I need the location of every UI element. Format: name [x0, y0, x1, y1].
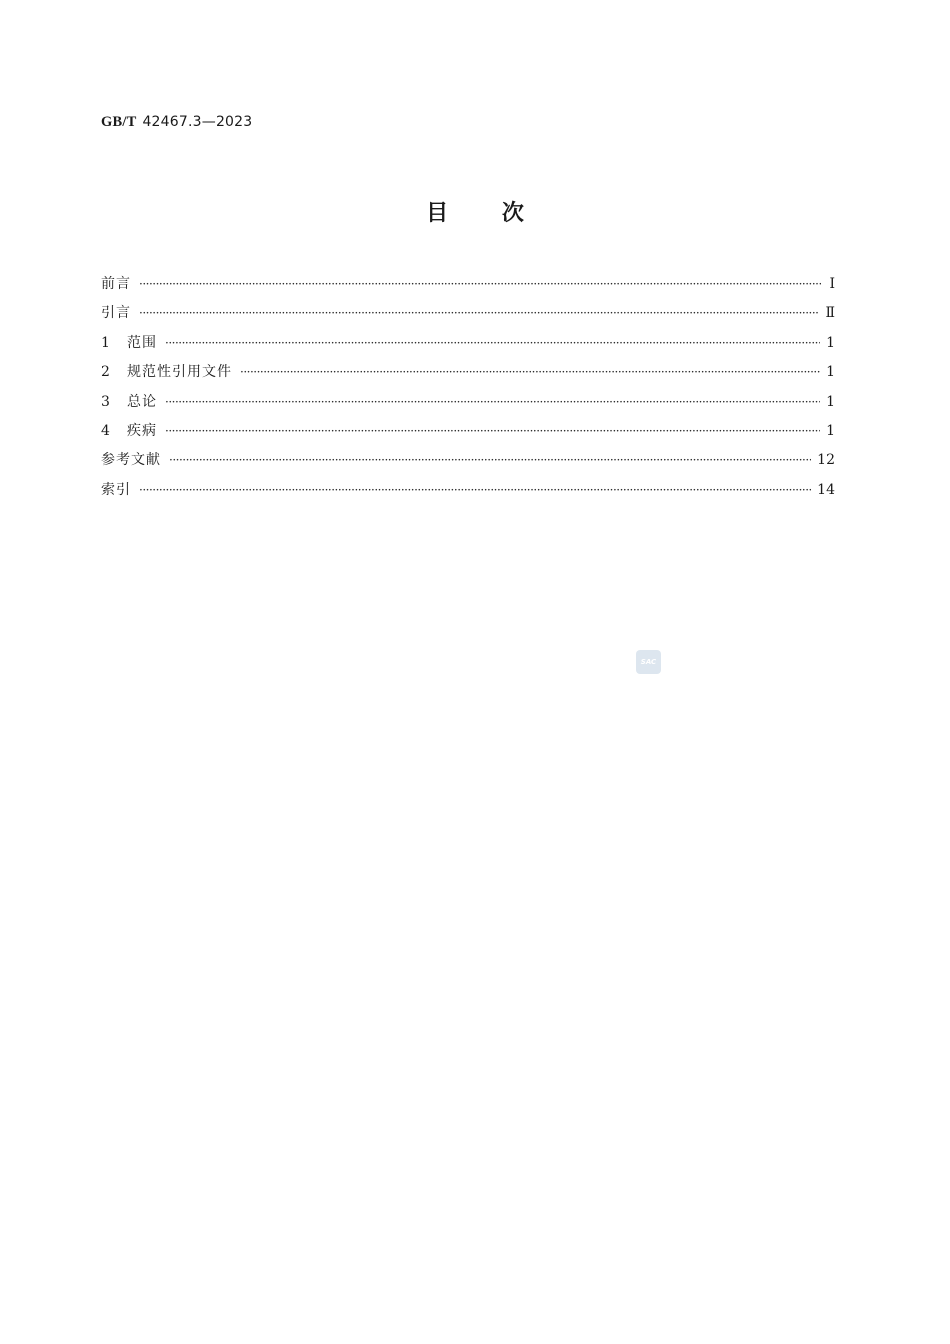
toc-entry-page: 14	[817, 481, 835, 498]
toc-entry-number: 1	[101, 334, 110, 351]
toc-entry-page: 12	[817, 452, 835, 469]
toc-entry-page: 1	[826, 364, 835, 381]
toc-entry-bibliography[interactable]	[101, 449, 835, 478]
toc-entry-label: 参考文献	[101, 452, 161, 469]
sac-watermark-logo: SAC	[636, 650, 661, 674]
toc-entry-general[interactable]	[101, 391, 835, 420]
toc-title: 目 次	[426, 201, 524, 226]
toc-entry-page: 1	[826, 334, 835, 351]
dot-leader	[169, 453, 811, 467]
toc-entry-diseases[interactable]	[101, 420, 835, 449]
toc-entry-foreword[interactable]	[101, 273, 835, 302]
toc-entry-number: 3	[101, 393, 110, 410]
toc-entry-label: 疾病	[127, 422, 157, 439]
dot-leader	[165, 336, 820, 350]
toc-entry-label: 范围	[127, 334, 157, 351]
toc-entry-page: Ⅱ	[825, 305, 835, 322]
toc-entry-label: 引言	[101, 305, 131, 322]
standard-code: GB/T	[101, 114, 137, 130]
standard-header	[101, 114, 252, 131]
dot-leader	[240, 365, 820, 379]
dot-leader	[165, 395, 820, 409]
dot-leader	[139, 306, 819, 320]
toc-entry-page: 1	[826, 422, 835, 439]
toc-entry-label: 规范性引用文件	[127, 364, 232, 381]
toc-entry-page: 1	[826, 393, 835, 410]
toc-entry-normative-references[interactable]	[101, 361, 835, 390]
table-of-contents	[101, 273, 835, 508]
toc-entry-introduction[interactable]	[101, 302, 835, 331]
dot-leader	[139, 483, 811, 497]
toc-entry-label: 总论	[127, 393, 157, 410]
dot-leader	[165, 424, 820, 438]
toc-entry-label: 索引	[101, 481, 131, 498]
toc-entry-number: 4	[101, 422, 110, 439]
toc-entry-scope[interactable]	[101, 332, 835, 361]
toc-entry-label: 前言	[101, 276, 131, 292]
toc-entry-page: Ⅰ	[829, 276, 835, 292]
toc-entry-index[interactable]	[101, 479, 835, 508]
standard-number: 42467.3—2023	[142, 114, 253, 130]
toc-entry-number: 2	[101, 364, 110, 381]
dot-leader	[139, 277, 821, 291]
